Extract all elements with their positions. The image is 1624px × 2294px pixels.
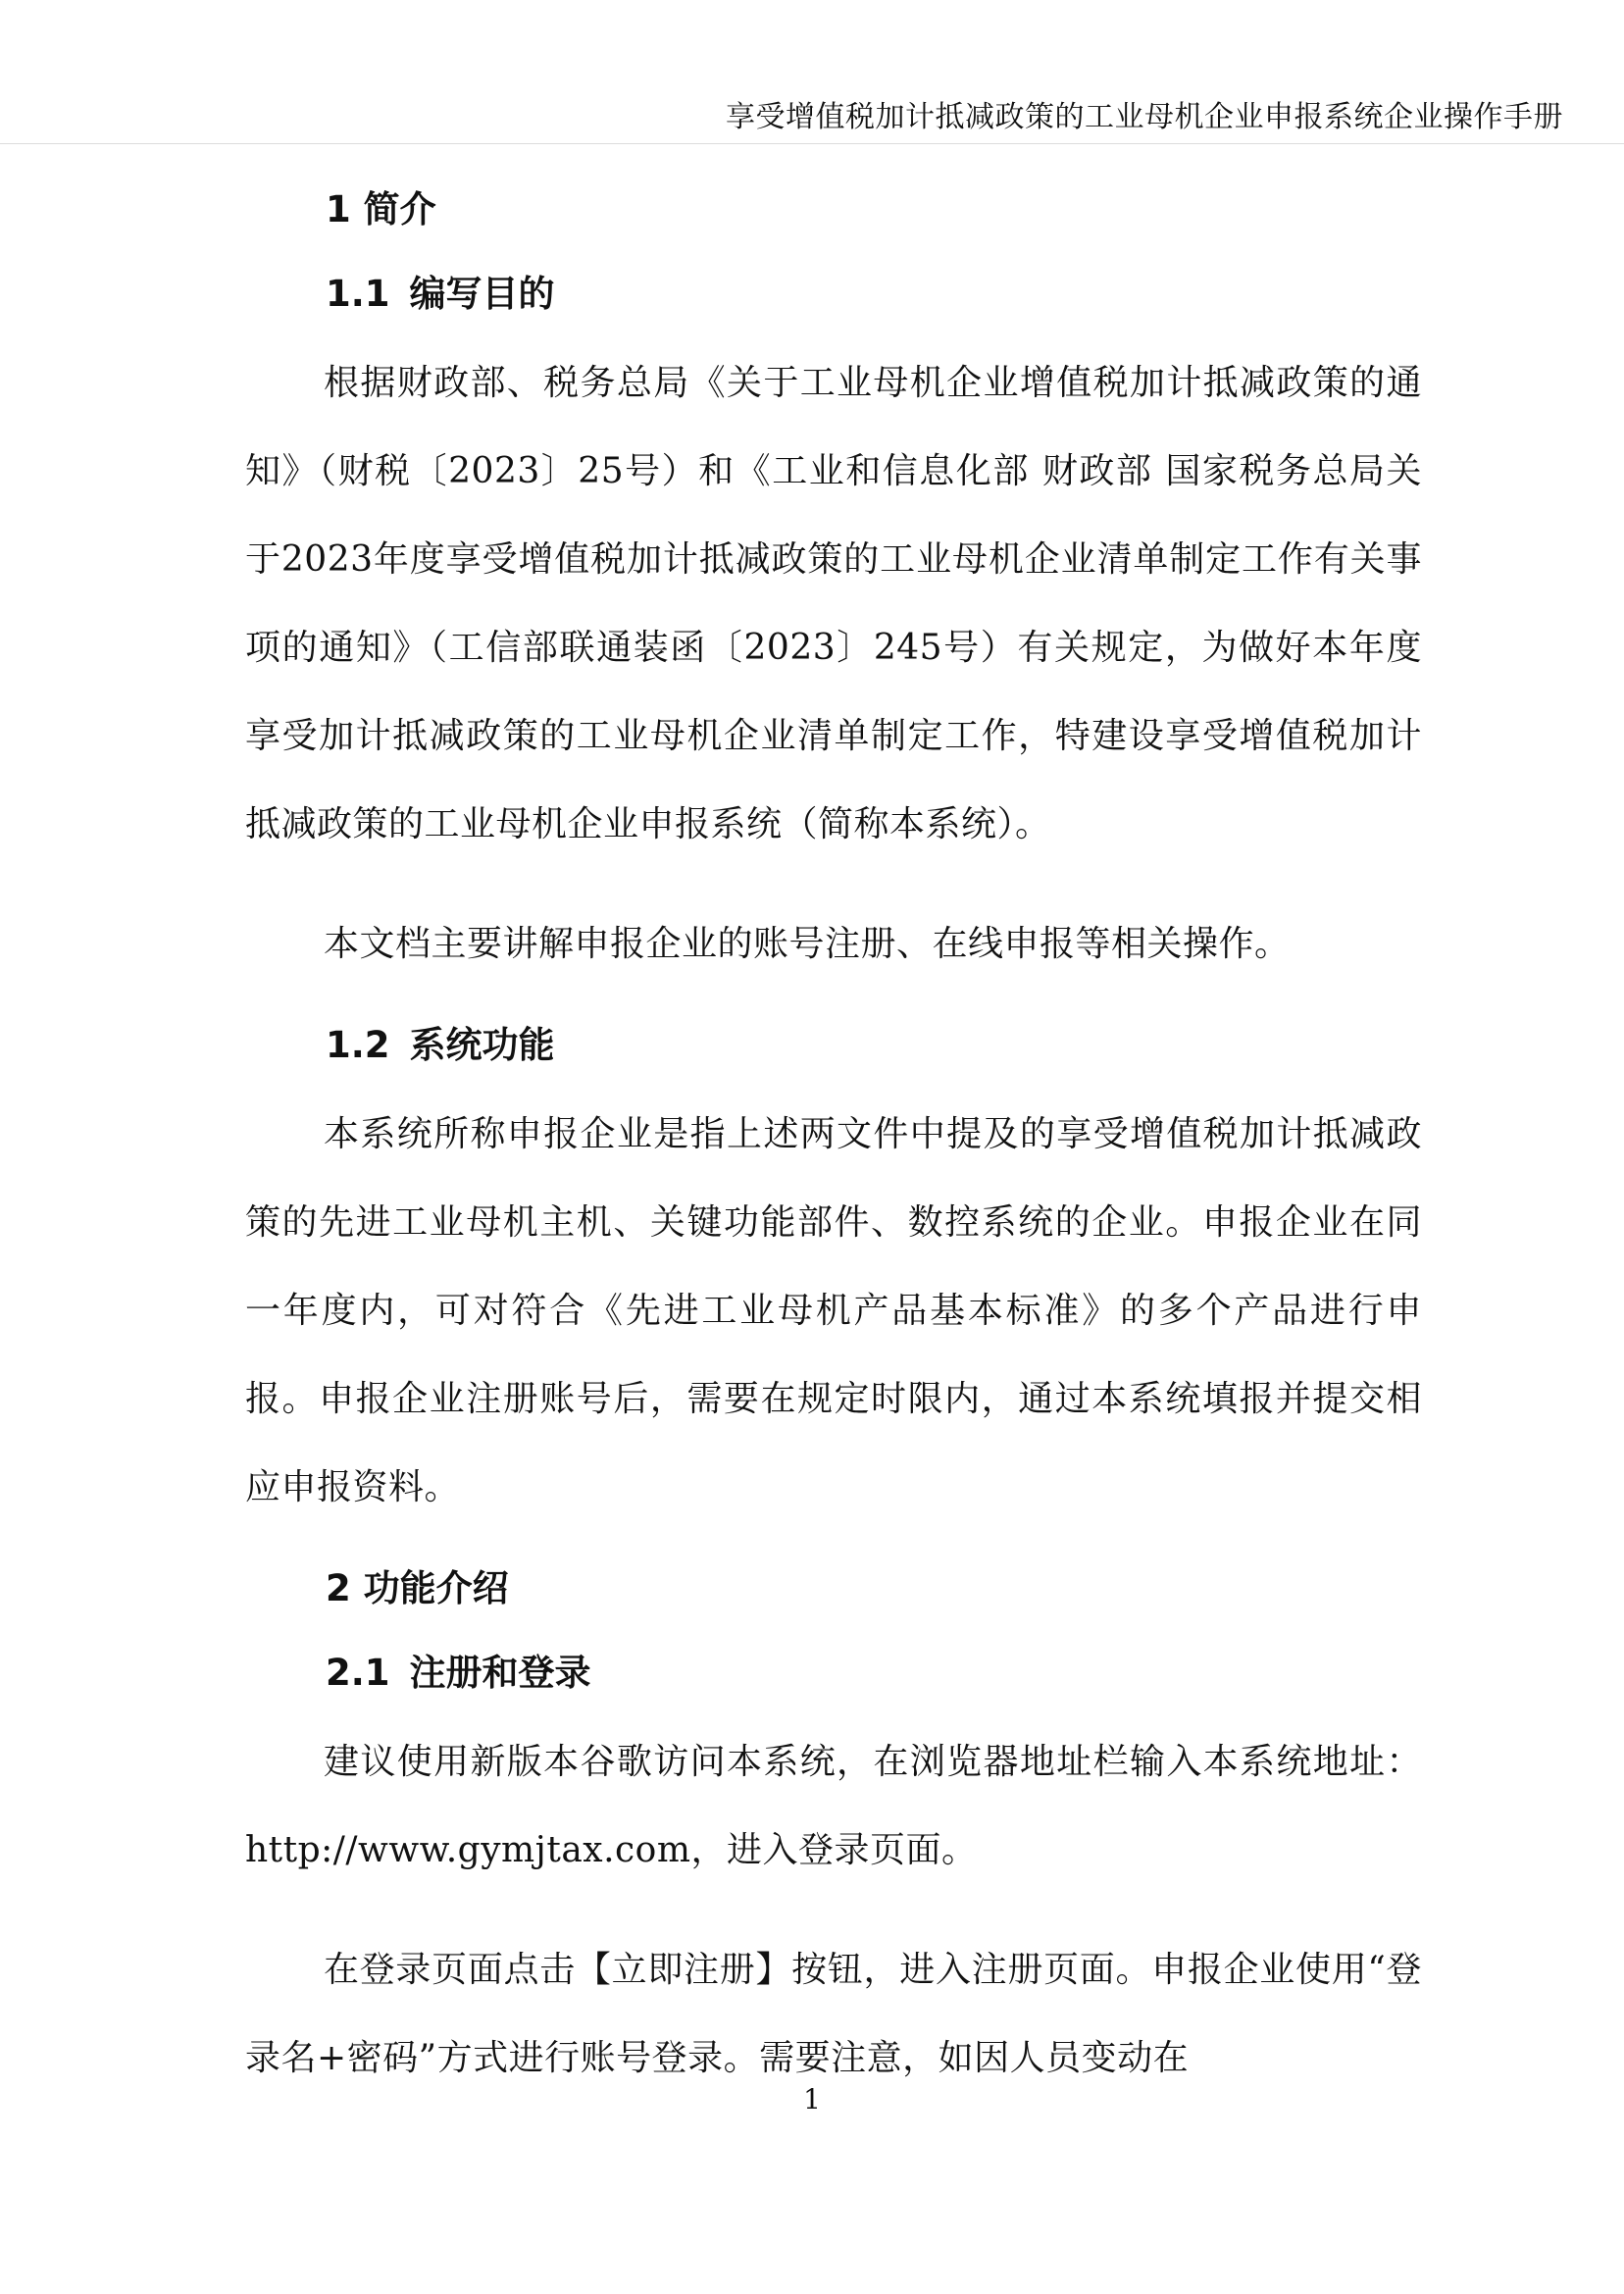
section-2-1-paragraph-1: 建议使用新版本谷歌访问本系统，在浏览器地址栏输入本系统地址：http://www.gymjtax.com，进入登录页面。 bbox=[245, 1742, 1422, 1870]
section-2-1-paragraph-2: 在登录页面点击【立即注册】按钮，进入注册页面。申报企业使用“登录名+密码”方式进行账号登录。需要注意，如因人员变动在 bbox=[245, 1950, 1422, 2078]
section-1-2-title: 系统功能 bbox=[409, 1024, 555, 1066]
section-1-1-paragraph-1: 根据财政部、税务总局《关于工业母机企业增值税加计抵减政策的通知》（财税〔2023〕25号）和《工业和信息化部 财政部 国家税务总局关于2023年度享受增值税加计抵减政策的工业母机企业清单制定工作有关事项的通知》（工信部联通装函〔2023〕245号）有关规定，为做好本年度享受加计抵减政策的工业母机企业清单制定工作，特建设享受增值税加计抵减政策的工业母机企业申报系统（简称本系统）。 bbox=[245, 363, 1422, 844]
section-1-1-number: 1.1 bbox=[326, 273, 390, 315]
section-1-2-paragraph-1: 本系统所称申报企业是指上述两文件中提及的享受增值税加计抵减政策的先进工业母机主机、关键功能部件、数控系统的企业。申报企业在同一年度内，可对符合《先进工业母机产品基本标准》的多个产品进行申报。申报企业注册账号后，需要在规定时限内，通过本系统填报并提交相应申报资料。 bbox=[245, 1114, 1422, 1507]
running-header: 享受增值税加计抵减政策的工业母机企业申报系统企业操作手册 bbox=[726, 100, 1563, 134]
section-2-1-heading bbox=[326, 1648, 1422, 1699]
section-1-1-title: 编写目的 bbox=[409, 273, 555, 315]
section-1-2-heading bbox=[326, 1020, 1422, 1071]
section-2-1-title: 注册和登录 bbox=[409, 1652, 591, 1694]
section-1-heading: 1 简介 bbox=[326, 188, 436, 230]
section-1-2-number: 1.2 bbox=[326, 1024, 390, 1066]
section-1-1-heading bbox=[326, 269, 1422, 320]
page-number: 1 bbox=[803, 2083, 821, 2116]
section-1-1-paragraph-2: 本文档主要讲解申报企业的账号注册、在线申报等相关操作。 bbox=[324, 924, 1291, 964]
header-rule bbox=[0, 143, 1624, 144]
section-2-heading: 2 功能介绍 bbox=[326, 1567, 509, 1609]
document-body bbox=[245, 184, 1422, 2134]
section-2-1-number: 2.1 bbox=[326, 1652, 390, 1694]
